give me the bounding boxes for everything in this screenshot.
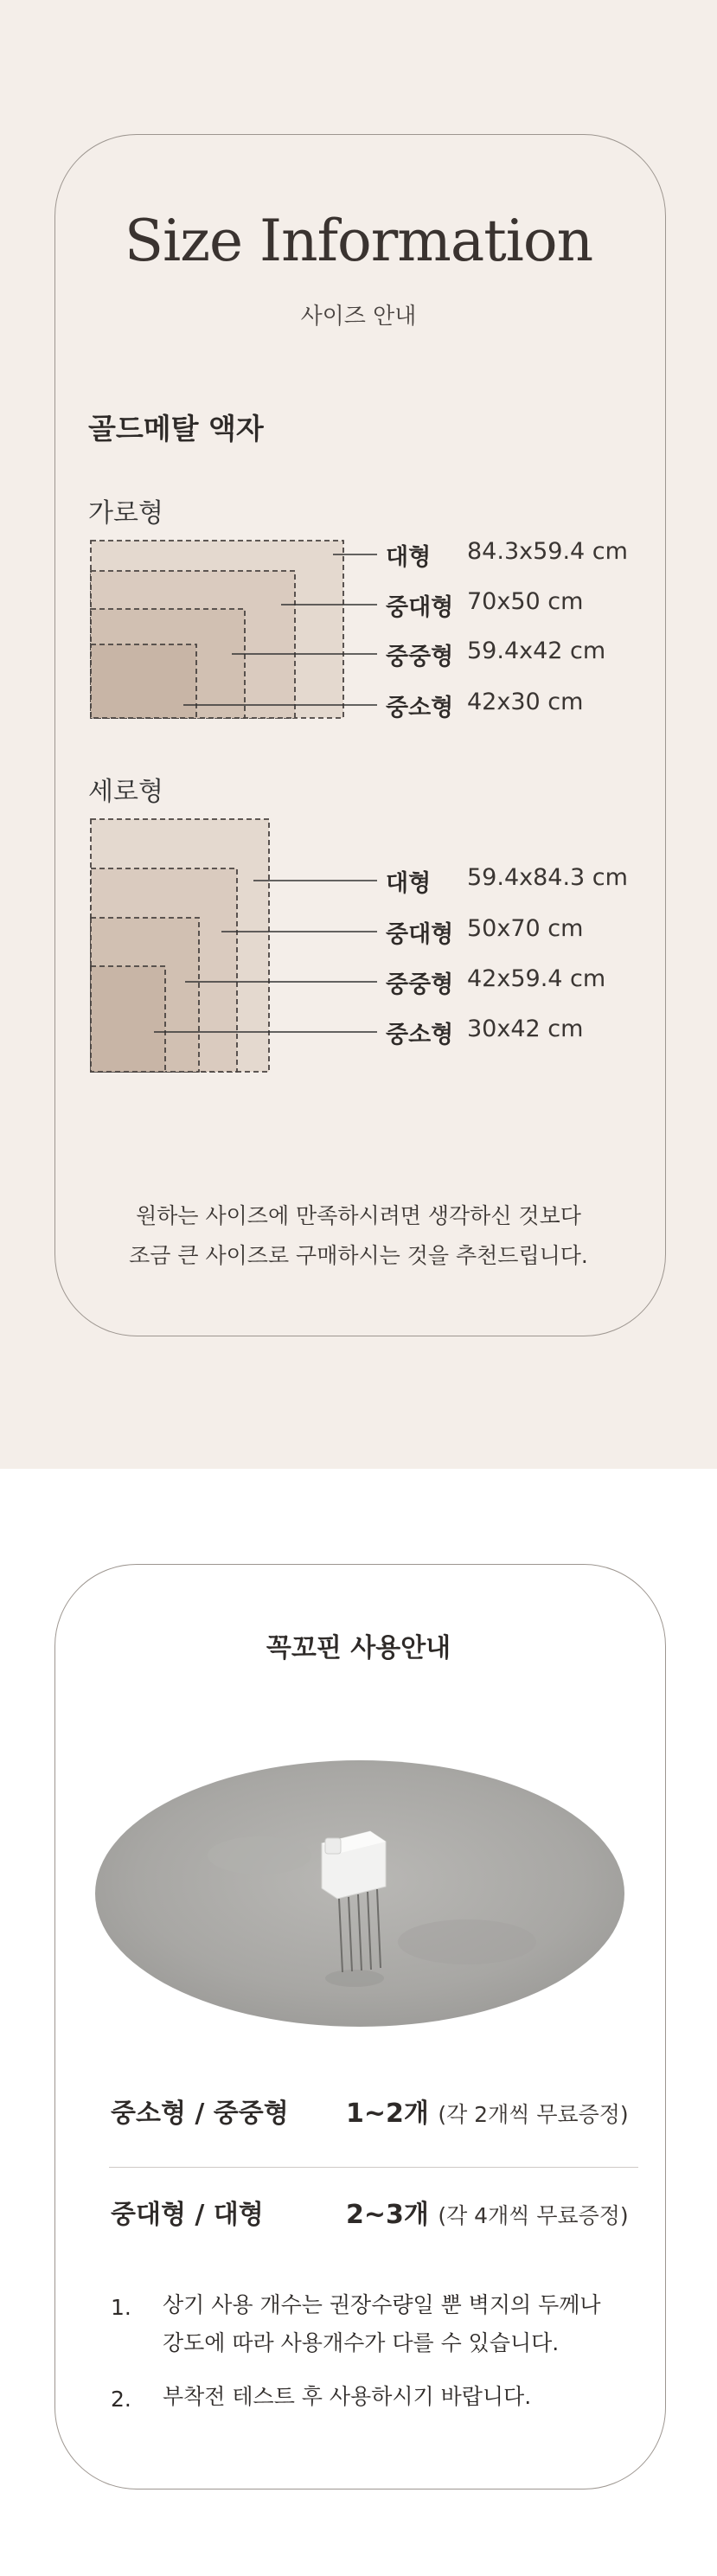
landscape-medium-small-dims: 42x30 cm: [467, 689, 584, 715]
note1-line2: 강도에 따라 사용개수가 다를 수 있습니다.: [163, 2330, 560, 2355]
portrait-large-name: 대형: [386, 870, 432, 897]
note1-text: [163, 2286, 647, 2362]
landscape-medium-large-dims: 70x50 cm: [467, 588, 584, 615]
note2-text: [163, 2378, 647, 2416]
pin-row2-count-value: 2~3개: [346, 2200, 429, 2230]
portrait-large-dims: 59.4x84.3 cm: [467, 864, 628, 891]
portrait-medium-small-dims: 30x42 cm: [467, 1016, 584, 1042]
landscape-medium-large-name: 중대형: [386, 594, 454, 621]
note2-number: 2.: [111, 2387, 131, 2412]
pin-row1-count-value: 1~2개: [346, 2099, 429, 2129]
page-subtitle: 사이즈 안내: [300, 304, 417, 330]
pin-row2-count: [346, 2193, 629, 2231]
portrait-medium-dims: 42x59.4 cm: [467, 965, 606, 992]
note1-line1: 상기 사용 개수는 권장수량일 뿐 벽지의 두께나: [163, 2292, 601, 2317]
portrait-size-diagram: [0, 0, 717, 1125]
push-pin-hook-photo: [95, 1760, 624, 2027]
page-title: Size Information: [124, 208, 593, 274]
product-heading: 골드메탈 액자: [88, 412, 264, 445]
landscape-medium-small-name: 중소형: [386, 695, 454, 721]
portrait-label: 세로형: [88, 777, 163, 807]
size-recommendation-line1: 원하는 사이즈에 만족하시려면 생각하신 것보다: [136, 1203, 581, 1228]
pin-guide-title: 꼭꼬핀 사용안내: [266, 1633, 451, 1663]
pin-row1-note: (각 2개씩 무료증정): [438, 2102, 629, 2127]
note1-number: 1.: [111, 2295, 131, 2320]
landscape-medium-name: 중중형: [386, 644, 454, 670]
size-recommendation-line2: 조금 큰 사이즈로 구매하시는 것을 추천드립니다.: [129, 1243, 588, 1268]
portrait-medium-large-dims: 50x70 cm: [467, 915, 584, 942]
landscape-large-dims: 84.3x59.4 cm: [467, 538, 628, 565]
pin-row1-count: [346, 2092, 629, 2130]
pin-row2-sizes: 중대형 / 대형: [111, 2200, 264, 2230]
portrait-medium-name: 중중형: [386, 971, 454, 998]
portrait-medium-large-name: 중대형: [386, 921, 454, 948]
pin-row1-sizes: 중소형 / 중중형: [111, 2099, 289, 2129]
frame-medium-small: [91, 966, 165, 1072]
note2-line1: 부착전 테스트 후 사용하시기 바랍니다.: [163, 2384, 532, 2409]
row-divider: [109, 2167, 638, 2168]
pin-row2-note: (각 4개씩 무료증정): [438, 2203, 629, 2228]
landscape-medium-dims: 59.4x42 cm: [467, 638, 606, 664]
landscape-large-name: 대형: [386, 544, 432, 571]
landscape-label: 가로형: [88, 498, 163, 529]
portrait-medium-small-name: 중소형: [386, 1022, 454, 1048]
